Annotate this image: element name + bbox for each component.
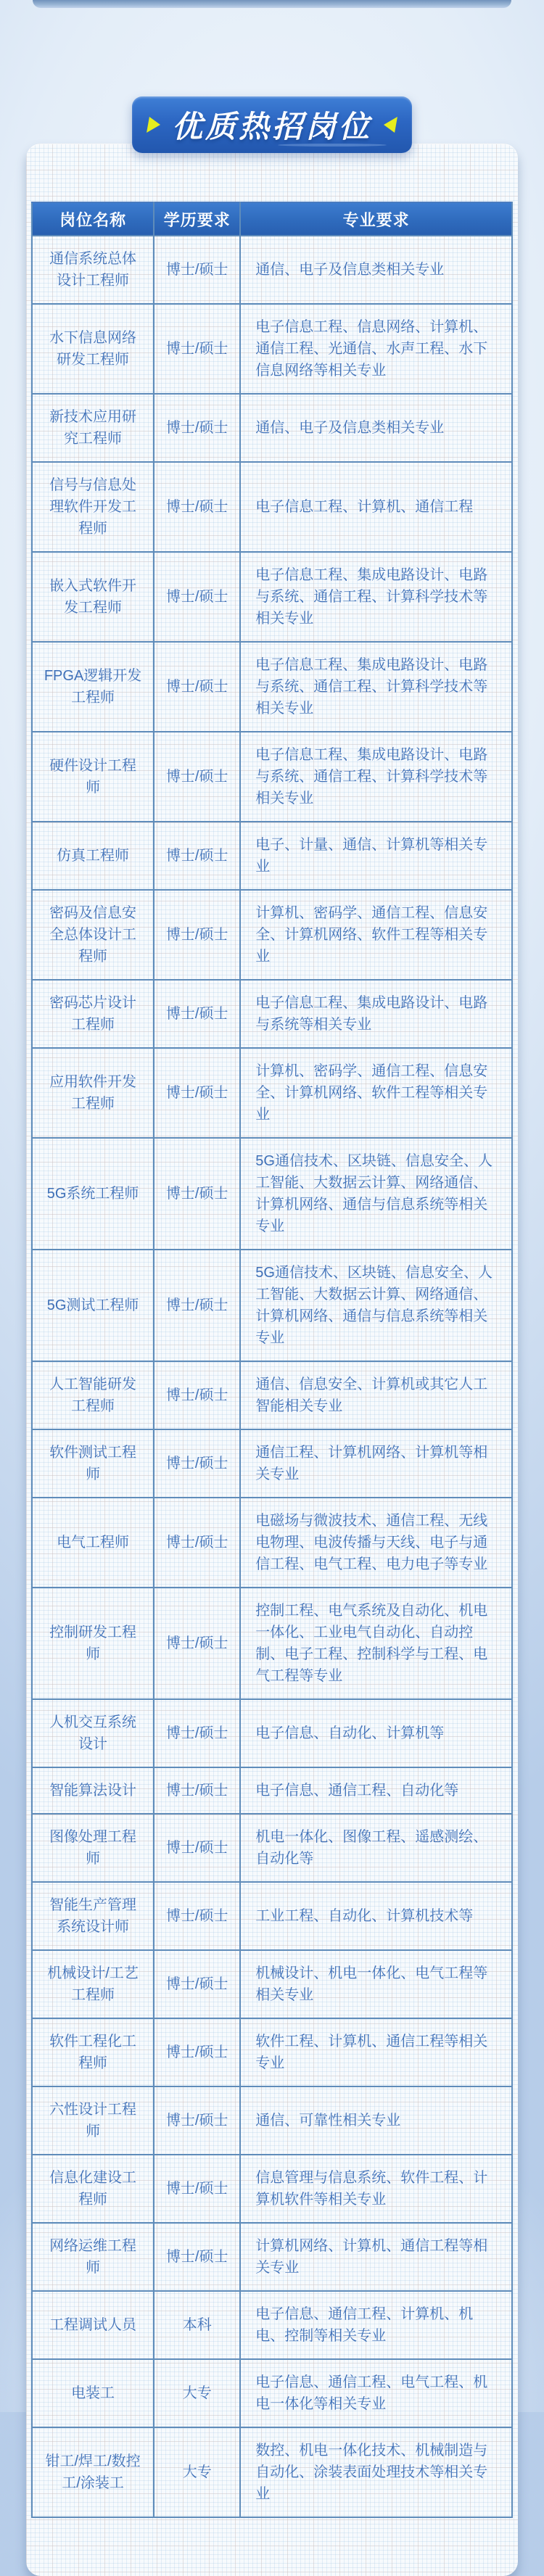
major-cell: 计算机、密码学、通信工程、信息安全、计算机网络、软件工程等相关专业	[240, 1048, 512, 1138]
position-cell: FPGA逻辑开发工程师	[32, 642, 154, 732]
position-cell: 人机交互系统设计	[32, 1699, 154, 1767]
table-row	[32, 980, 512, 1048]
position-cell: 软件工程化工程师	[32, 2018, 154, 2086]
education-cell: 博士/硕士	[154, 304, 240, 394]
table-row	[32, 394, 512, 462]
position-cell: 智能算法设计	[32, 1767, 154, 1814]
education-cell: 博士/硕士	[154, 2018, 240, 2086]
major-cell: 通信、可靠性相关专业	[240, 2086, 512, 2155]
table-row	[32, 1429, 512, 1498]
table-row	[32, 2427, 512, 2517]
major-cell: 电子信息工程、信息网络、计算机、通信工程、光通信、水声工程、水下信息网络等相关专业	[240, 304, 512, 394]
job-table	[31, 202, 513, 2518]
position-cell: 机械设计/工艺工程师	[32, 1950, 154, 2018]
position-cell: 电装工	[32, 2359, 154, 2427]
major-cell: 电子、计量、通信、计算机等相关专业	[240, 822, 512, 890]
job-table-body	[32, 236, 512, 2517]
table-row	[32, 1250, 512, 1361]
position-cell: 5G系统工程师	[32, 1138, 154, 1250]
major-cell: 通信工程、计算机网络、计算机等相关专业	[240, 1429, 512, 1498]
table-row	[32, 890, 512, 980]
table-row	[32, 462, 512, 552]
table-row	[32, 1138, 512, 1250]
education-cell: 博士/硕士	[154, 2155, 240, 2223]
section-title: 优质热招岗位	[171, 110, 372, 144]
major-cell: 通信、电子及信息类相关专业	[240, 394, 512, 462]
column-header-major: 专业要求	[240, 202, 512, 236]
table-row	[32, 1048, 512, 1138]
education-cell: 博士/硕士	[154, 552, 240, 642]
table-row	[32, 1588, 512, 1699]
position-cell: 密码及信息安全总体设计工程师	[32, 890, 154, 980]
education-cell: 博士/硕士	[154, 732, 240, 822]
position-cell: 应用软件开发工程师	[32, 1048, 154, 1138]
table-row	[32, 1498, 512, 1588]
major-cell: 电子信息工程、集成电路设计、电路与系统、通信工程、计算科学技术等相关专业	[240, 732, 512, 822]
education-cell: 博士/硕士	[154, 1138, 240, 1250]
education-cell: 博士/硕士	[154, 1699, 240, 1767]
major-cell: 数控、机电一体化技术、机械制造与自动化、涂装表面处理技术等相关专业	[240, 2427, 512, 2517]
position-cell: 电气工程师	[32, 1498, 154, 1588]
education-cell: 博士/硕士	[154, 1814, 240, 1882]
major-cell: 电子信息工程、计算机、通信工程	[240, 462, 512, 552]
table-row	[32, 2086, 512, 2155]
table-row	[32, 1699, 512, 1767]
major-cell: 机电一体化、图像工程、遥感测绘、自动化等	[240, 1814, 512, 1882]
table-row	[32, 304, 512, 394]
position-cell: 信号与信息处理软件开发工程师	[32, 462, 154, 552]
major-cell: 5G通信技术、区块链、信息安全、人工智能、大数据云计算、网络通信、计算机网络、通信与信息系统等相关专业	[240, 1250, 512, 1361]
major-cell: 通信、信息安全、计算机或其它人工智能相关专业	[240, 1361, 512, 1429]
table-row	[32, 1361, 512, 1429]
education-cell: 博士/硕士	[154, 1250, 240, 1361]
position-cell: 信息化建设工程师	[32, 2155, 154, 2223]
major-cell: 计算机网络、计算机、通信工程等相关专业	[240, 2223, 512, 2291]
education-cell: 博士/硕士	[154, 2223, 240, 2291]
education-cell: 博士/硕士	[154, 890, 240, 980]
education-cell: 博士/硕士	[154, 1950, 240, 2018]
table-row	[32, 1882, 512, 1950]
right-arrow-icon	[382, 117, 397, 133]
major-cell: 5G通信技术、区块链、信息安全、人工智能、大数据云计算、网络通信、计算机网络、通信与信息系统等相关专业	[240, 1138, 512, 1250]
education-cell: 博士/硕士	[154, 236, 240, 304]
position-cell: 仿真工程师	[32, 822, 154, 890]
section-title-banner	[132, 96, 412, 153]
major-cell: 软件工程、计算机、通信工程等相关专业	[240, 2018, 512, 2086]
education-cell: 本科	[154, 2291, 240, 2359]
education-cell: 博士/硕士	[154, 822, 240, 890]
table-row	[32, 822, 512, 890]
table-row	[32, 732, 512, 822]
major-cell: 电子信息工程、集成电路设计、电路与系统等相关专业	[240, 980, 512, 1048]
major-cell: 电子信息、通信工程、自动化等	[240, 1767, 512, 1814]
position-cell: 网络运维工程师	[32, 2223, 154, 2291]
education-cell: 博士/硕士	[154, 1048, 240, 1138]
job-table-card	[26, 144, 518, 2576]
position-cell: 硬件设计工程师	[32, 732, 154, 822]
table-row	[32, 2291, 512, 2359]
education-cell: 博士/硕士	[154, 642, 240, 732]
education-cell: 博士/硕士	[154, 1429, 240, 1498]
position-cell: 钳工/焊工/数控工/涂装工	[32, 2427, 154, 2517]
education-cell: 大专	[154, 2427, 240, 2517]
position-cell: 通信系统总体设计工程师	[32, 236, 154, 304]
column-header-position: 岗位名称	[32, 202, 154, 236]
position-cell: 嵌入式软件开发工程师	[32, 552, 154, 642]
table-row	[32, 1767, 512, 1814]
job-table-header	[32, 202, 512, 236]
education-cell: 博士/硕士	[154, 1498, 240, 1588]
table-row	[32, 236, 512, 304]
position-cell: 人工智能研发工程师	[32, 1361, 154, 1429]
left-arrow-icon	[147, 117, 162, 133]
position-cell: 密码芯片设计工程师	[32, 980, 154, 1048]
education-cell: 博士/硕士	[154, 1882, 240, 1950]
major-cell: 电子信息、通信工程、计算机、机电、控制等相关专业	[240, 2291, 512, 2359]
position-cell: 软件测试工程师	[32, 1429, 154, 1498]
table-row	[32, 642, 512, 732]
position-cell: 5G测试工程师	[32, 1250, 154, 1361]
position-cell: 工程调试人员	[32, 2291, 154, 2359]
major-cell: 电子信息、通信工程、电气工程、机电一体化等相关专业	[240, 2359, 512, 2427]
position-cell: 六性设计工程师	[32, 2086, 154, 2155]
table-row	[32, 2359, 512, 2427]
education-cell: 博士/硕士	[154, 980, 240, 1048]
education-cell: 博士/硕士	[154, 2086, 240, 2155]
column-header-education: 学历要求	[154, 202, 240, 236]
education-cell: 大专	[154, 2359, 240, 2427]
education-cell: 博士/硕士	[154, 1361, 240, 1429]
table-row	[32, 2155, 512, 2223]
major-cell: 电子信息工程、集成电路设计、电路与系统、通信工程、计算科学技术等相关专业	[240, 642, 512, 732]
major-cell: 计算机、密码学、通信工程、信息安全、计算机网络、软件工程等相关专业	[240, 890, 512, 980]
table-row	[32, 2223, 512, 2291]
education-cell: 博士/硕士	[154, 1588, 240, 1699]
major-cell: 电子信息工程、集成电路设计、电路与系统、通信工程、计算科学技术等相关专业	[240, 552, 512, 642]
position-cell: 控制研发工程师	[32, 1588, 154, 1699]
major-cell: 控制工程、电气系统及自动化、机电一体化、工业电气自动化、自动控制、电子工程、控制科学与工程、电气工程等专业	[240, 1588, 512, 1699]
previous-card-bottom-edge	[33, 0, 511, 8]
position-cell: 水下信息网络研发工程师	[32, 304, 154, 394]
major-cell: 电子信息、自动化、计算机等	[240, 1699, 512, 1767]
major-cell: 通信、电子及信息类相关专业	[240, 236, 512, 304]
position-cell: 图像处理工程师	[32, 1814, 154, 1882]
table-row	[32, 1814, 512, 1882]
education-cell: 博士/硕士	[154, 462, 240, 552]
table-row	[32, 2018, 512, 2086]
education-cell: 博士/硕士	[154, 394, 240, 462]
major-cell: 工业工程、自动化、计算机技术等	[240, 1882, 512, 1950]
position-cell: 新技术应用研究工程师	[32, 394, 154, 462]
table-row	[32, 1950, 512, 2018]
major-cell: 信息管理与信息系统、软件工程、计算机软件等相关专业	[240, 2155, 512, 2223]
major-cell: 电磁场与微波技术、通信工程、无线电物理、电波传播与天线、电子与通信工程、电气工程、电力电子等专业	[240, 1498, 512, 1588]
education-cell: 博士/硕士	[154, 1767, 240, 1814]
table-row	[32, 552, 512, 642]
major-cell: 机械设计、机电一体化、电气工程等相关专业	[240, 1950, 512, 2018]
position-cell: 智能生产管理系统设计师	[32, 1882, 154, 1950]
